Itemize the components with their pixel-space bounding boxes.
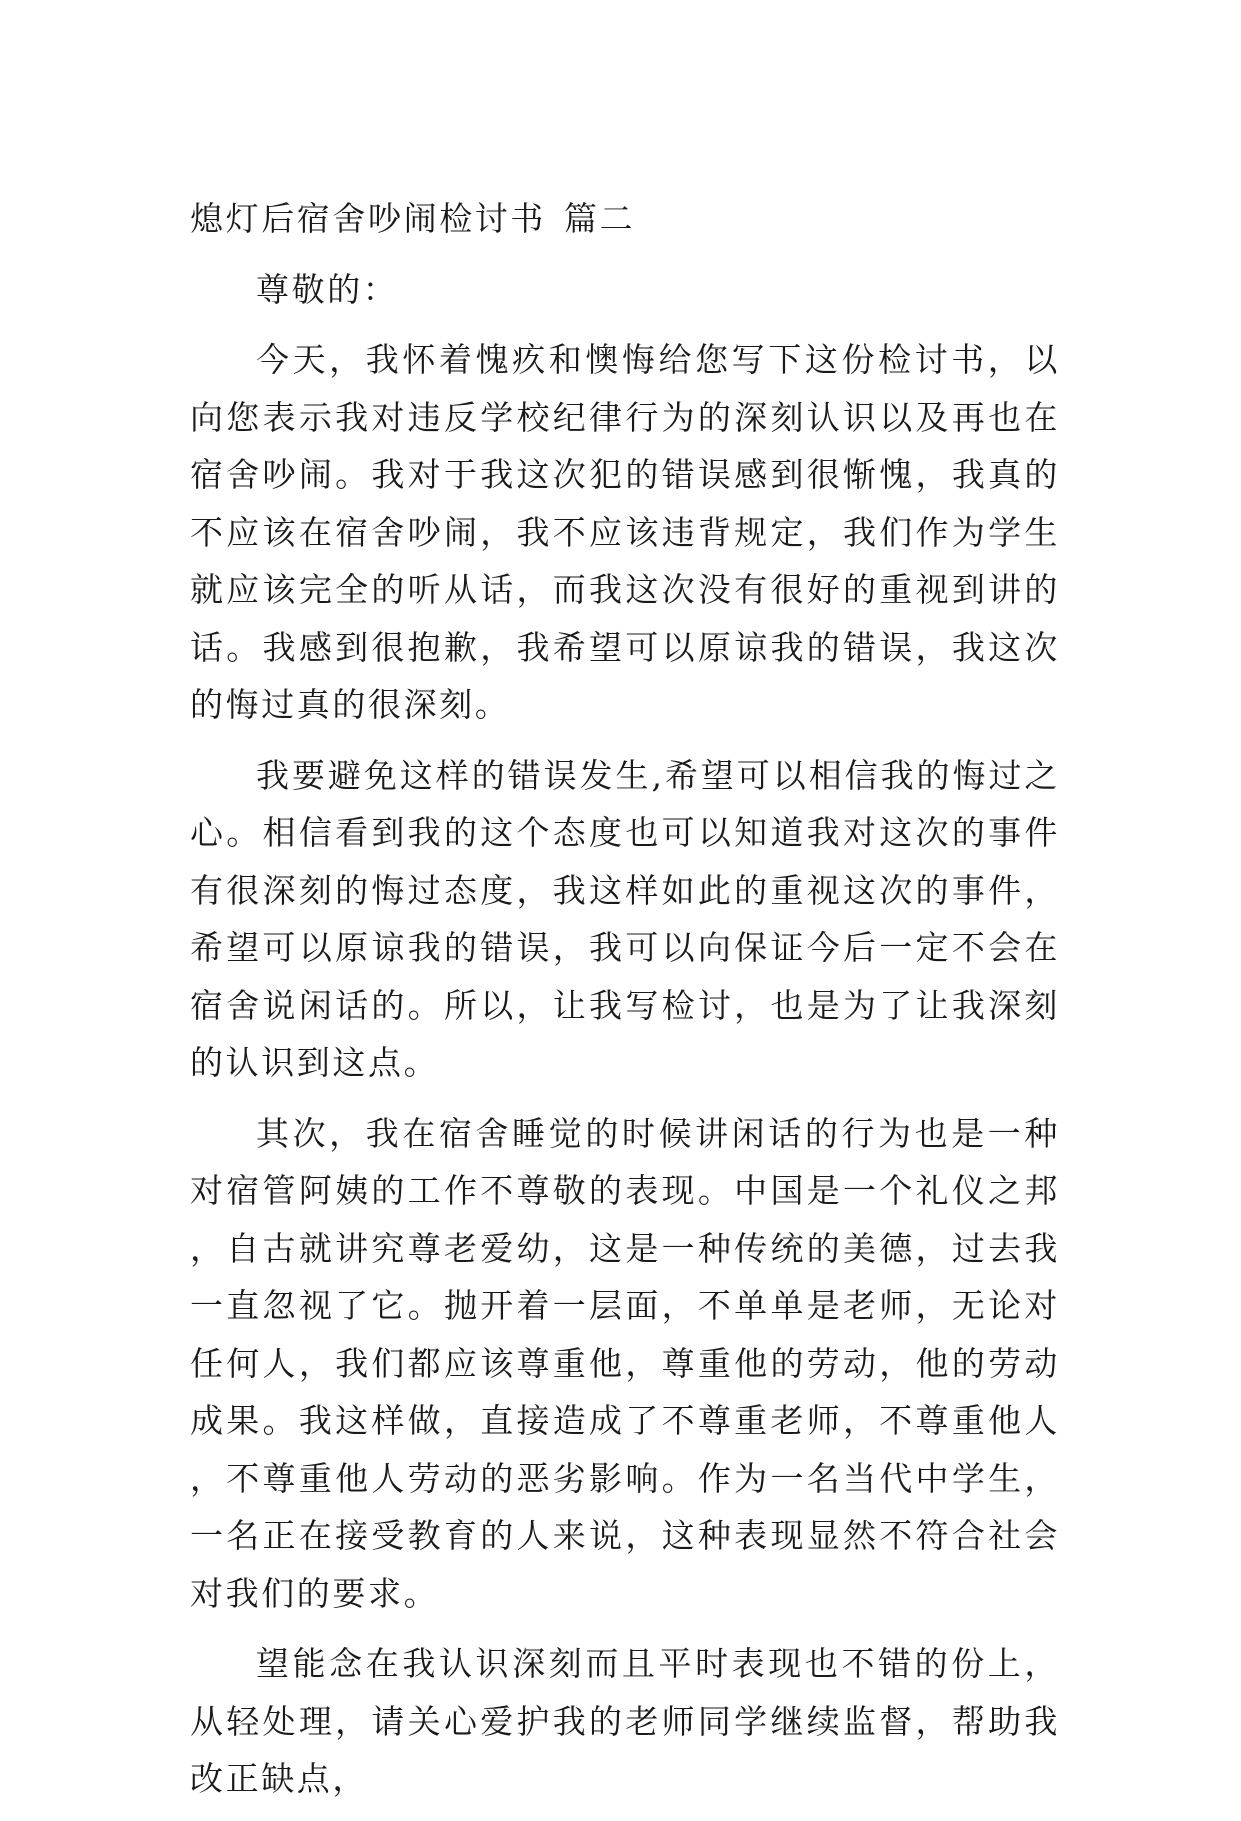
paragraph-4: 望能念在我认识深刻而且平时表现也不错的份上，从轻处理，请关心爱护我的老师同学继续监督，帮助我改正缺点，: [190, 1644, 1060, 1798]
title-main: 熄灯后宿舍吵闹检讨书: [190, 199, 546, 238]
document-body: [190, 190, 1060, 1821]
title-section: 篇二: [564, 199, 636, 238]
paragraph-3: 其次，我在宿舍睡觉的时候讲闲话的行为也是一种对宿管阿姨的工作不尊敬的表现。中国是一个礼仪之邦，自古就讲究尊老爱幼，这是一种传统的美德，过去我一直忽视了它。抛开着一层面，不单单是老师，无论对任何人，我们都应该尊重他，尊重他的劳动，他的劳动成果。我这样做，直接造成了不尊重老师，不尊重他人，不尊重他人劳动的恶劣影响。作为一名当代中学生，一名正在接受教育的人来说，这种表现显然不符合社会对我们的要求。: [190, 1113, 1060, 1613]
salutation: 尊敬的：: [256, 269, 399, 309]
document-title: [190, 190, 1060, 248]
paragraph-2: 我要避免这样的错误发生,希望可以相信我的悔过之心。相信看到我的这个态度也可以知道我对这次的事件有很深刻的悔过态度，我这样如此的重视这次的事件，希望可以原谅我的错误，我可以向保证今后一定不会在宿舍说闲话的。所以，让我写检讨，也是为了让我深刻的认识到这点。: [190, 755, 1060, 1082]
paragraph-1: 今天，我怀着愧疚和懊悔给您写下这份检讨书，以向您表示我对违反学校纪律行为的深刻认识以及再也在宿舍吵闹。我对于我这次犯的错误感到很惭愧，我真的不应该在宿舍吵闹，我不应该违背规定，我们作为学生就应该完全的听从话，而我这次没有很好的重视到讲的话。我感到很抱歉，我希望可以原谅我的错误，我这次的悔过真的很深刻。: [190, 340, 1060, 724]
